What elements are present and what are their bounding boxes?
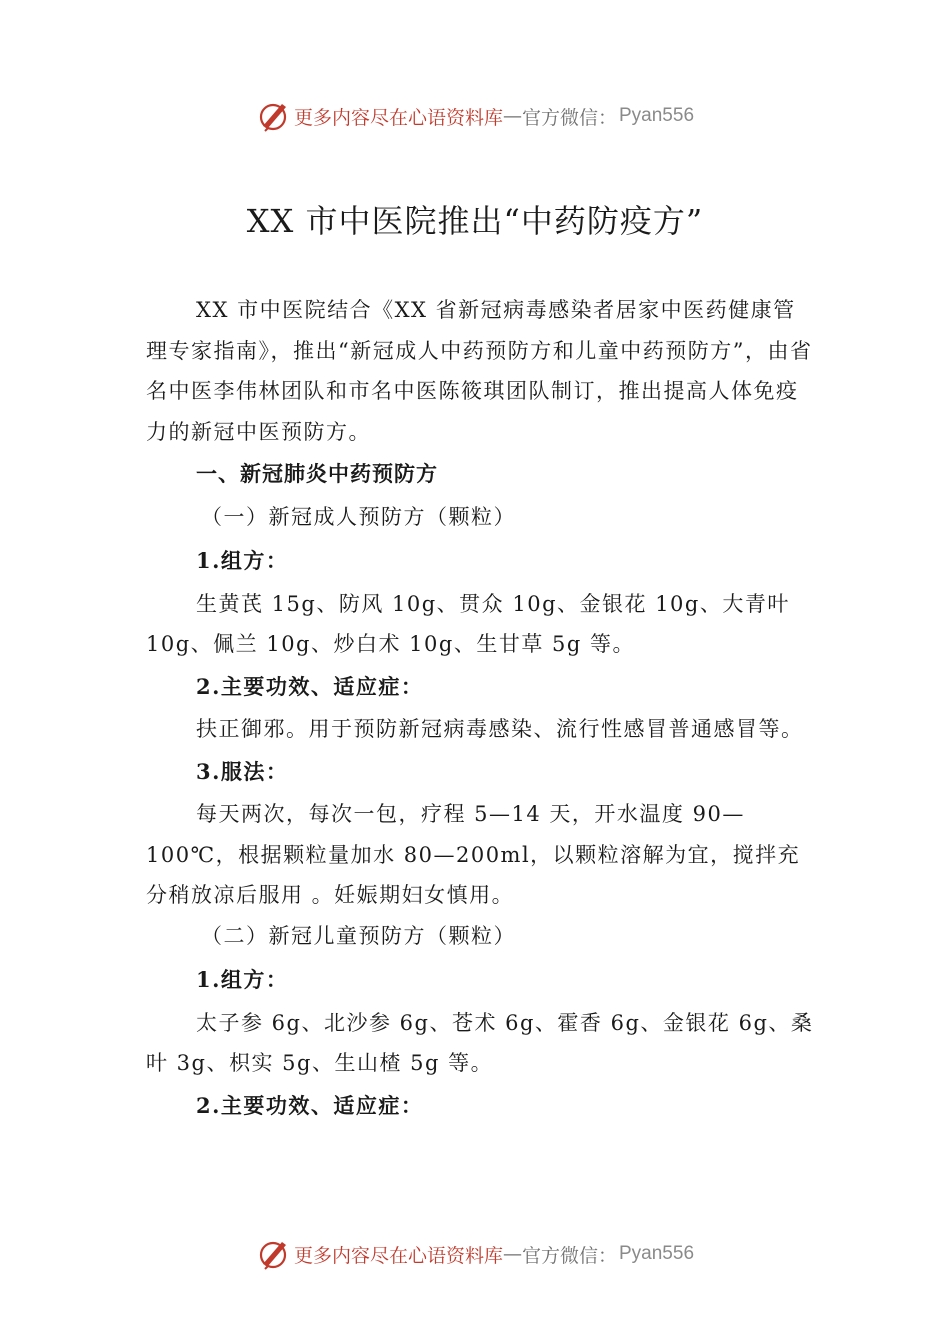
watermark-banner-bottom [0,1234,950,1274]
section-heading: 一、新冠肺炎中药预防方 [196,462,438,486]
intro-paragraph: XX 市中医院结合《XX 省新冠病毒感染者居家中医药健康管理专家指南》，推出“新冠成人中药预防方和儿童中药预防方”，由省名中医李伟林团队和市名中医陈筱琪团队制订，推出提高人体免疫力的新冠中医预防方。 [146,298,813,444]
watermark-gray-text: 官方微信： [521,106,617,129]
child-subtitle: （二）新冠儿童预防方（颗粒） [201,923,516,948]
adult-effect: 扶正御邪。用于预防新冠病毒感染、流行性感冒普通感冒等。 [196,717,804,741]
watermark-gray-text: 官方微信： [521,1244,617,1267]
watermark-dash: — [502,1243,522,1265]
watermark-id: Pyan556 [619,105,695,126]
document-body [146,290,816,1126]
adult-subtitle: （一）新冠成人预防方（颗粒） [201,504,516,529]
child-formula-label: 1.组方： [196,967,289,992]
watermark-red-text: 更多内容尽在心语资料库 [293,106,503,129]
page-title: XX 市中医院推出“中药防疫方” [246,202,704,240]
watermark-dash: — [502,105,522,127]
adult-usage: 每天两次，每次一包，疗程 5—14 天，开水温度 90—100℃，根据颗粒量加水 80—200ml，以颗粒溶解为宜，搅拌充分稍放凉后服用 。妊娠期妇女慎用。 [146,802,801,907]
quill-seal-icon [256,98,292,134]
child-formula: 太子参 6g、北沙参 6g、苍术 6g、霍香 6g、金银花 6g、桑叶 3g、枳实 5g、生山楂 5g 等。 [146,1010,814,1075]
watermark-id: Pyan556 [619,1243,695,1264]
adult-usage-label: 3.服法： [196,758,289,784]
watermark-banner-top [0,96,950,136]
child-effect-label: 2.主要功效、适应症： [196,1092,424,1118]
adult-formula: 生黄芪 15g、防风 10g、贯众 10g、金银花 10g、大青叶 10g、佩兰 10g、炒白术 10g、生甘草 5g 等。 [146,591,790,656]
adult-formula-label: 1.组方： [196,548,289,573]
watermark-red-text: 更多内容尽在心语资料库 [293,1244,503,1267]
quill-seal-icon [256,1236,292,1272]
adult-effect-label: 2.主要功效、适应症： [196,673,424,699]
